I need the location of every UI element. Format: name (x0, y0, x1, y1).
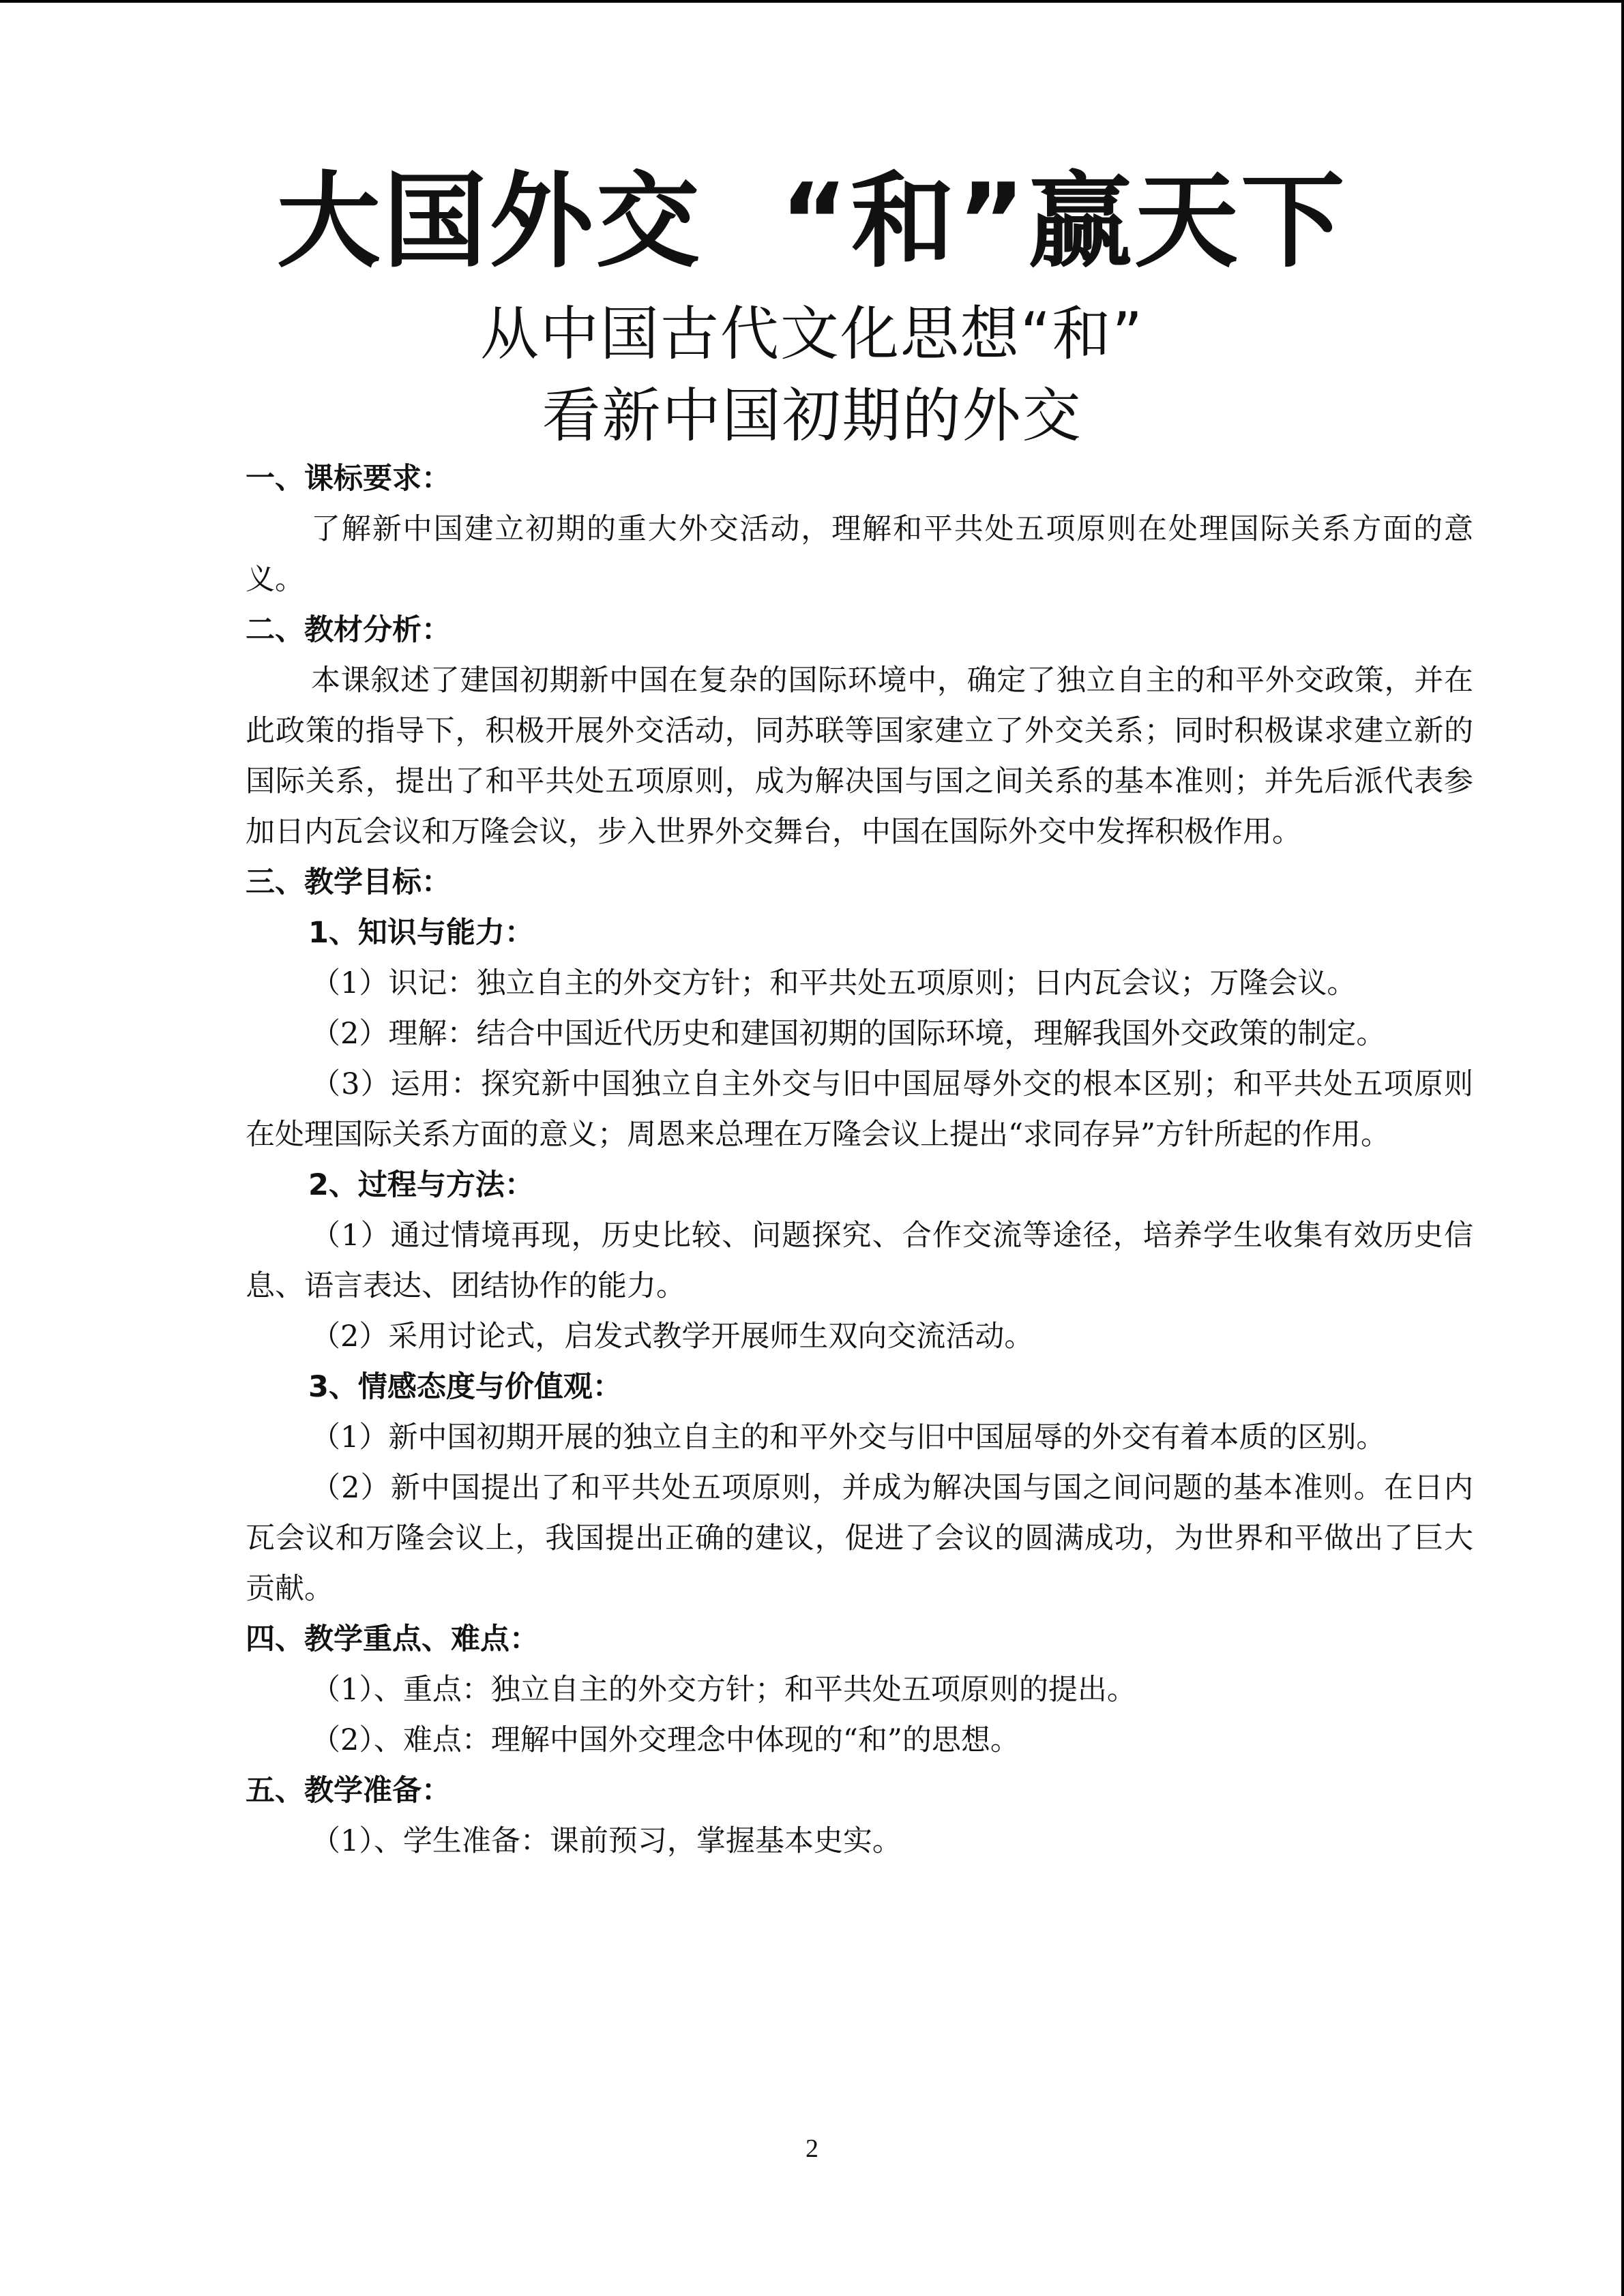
subheading-emotion-values: 3、情感态度与价值观： (308, 1370, 622, 1404)
section-heading-teaching-goals: 三、教学目标： (246, 865, 451, 899)
list-item: （1）识记：独立自主的外交方针；和平共处五项原则；日内瓦会议；万隆会议。 (311, 966, 1357, 1000)
list-item: （2）采用讨论式，启发式教学开展师生双向交流活动。 (311, 1320, 1034, 1354)
page-border-top (0, 0, 1624, 3)
section-heading-curriculum: 一、课标要求： (246, 462, 451, 496)
list-item: （1）通过情境再现，历史比较、问题探究、合作交流等途径，培养学生收集有效历史信息、语言表达、团结协作的能力。 (246, 1219, 1473, 1303)
list-item: （1）、重点：独立自主的外交方针；和平共处五项原则的提出。 (311, 1673, 1136, 1707)
list-item: （2）、难点：理解中国外交理念中体现的“和”的思想。 (311, 1723, 1020, 1757)
list-item: （1）、学生准备：课前预习，掌握基本史实。 (311, 1824, 902, 1858)
section-heading-preparation: 五、教学准备： (246, 1774, 451, 1808)
document-subtitle-line-2: 看新中国初期的外交 (542, 382, 1082, 450)
list-item: （2）新中国提出了和平共处五项原则，并成为解决国与国之间问题的基本准则。在日内瓦会议和万隆会议上，我国提出正确的建议，促进了会议的圆满成功，为世界和平做出了巨大贡献。 (246, 1471, 1473, 1606)
list-item: （1）新中国初期开展的独立自主的和平外交与旧中国屈辱的外交有着本质的区别。 (311, 1420, 1386, 1455)
subheading-knowledge-ability: 1、知识与能力： (308, 916, 534, 950)
list-item: （3）运用：探究新中国独立自主外交与旧中国屈辱外交的根本区别；和平共处五项原则在处理国际关系方面的意义；周恩来总理在万隆会议上提出“求同存异”方针所起的作用。 (246, 1067, 1473, 1152)
paragraph-curriculum: 了解新中国建立初期的重大外交活动，理解和平共处五项原则在处理国际关系方面的意义。 (246, 512, 1473, 597)
page-number: 2 (806, 2134, 818, 2163)
paragraph-textbook-analysis: 本课叙述了建国初期新中国在复杂的国际环境中，确定了独立自主的和平外交政策，并在此政策的指导下，积极开展外交活动，同苏联等国家建立了外交关系；同时积极谋求建立新的国际关系，提出了和平共处五项原则，成为解决国与国之间关系的基本准则；并先后派代表参加日内瓦会议和万隆会议，步入世界外交舞台，中国在国际外交中发挥积极作用。 (246, 664, 1473, 849)
list-item: （2）理解：结合中国近代历史和建国初期的国际环境，理解我国外交政策的制定。 (311, 1017, 1386, 1051)
subheading-process-method: 2、过程与方法： (308, 1168, 534, 1202)
section-heading-textbook-analysis: 二、教材分析： (246, 613, 451, 647)
document-body (246, 453, 1473, 1866)
document-title: 大国外交 “和”赢天下 (276, 161, 1348, 282)
section-heading-key-points: 四、教学重点、难点： (246, 1622, 539, 1656)
document-subtitle-line-1: 从中国古代文化思想“和” (479, 300, 1145, 368)
